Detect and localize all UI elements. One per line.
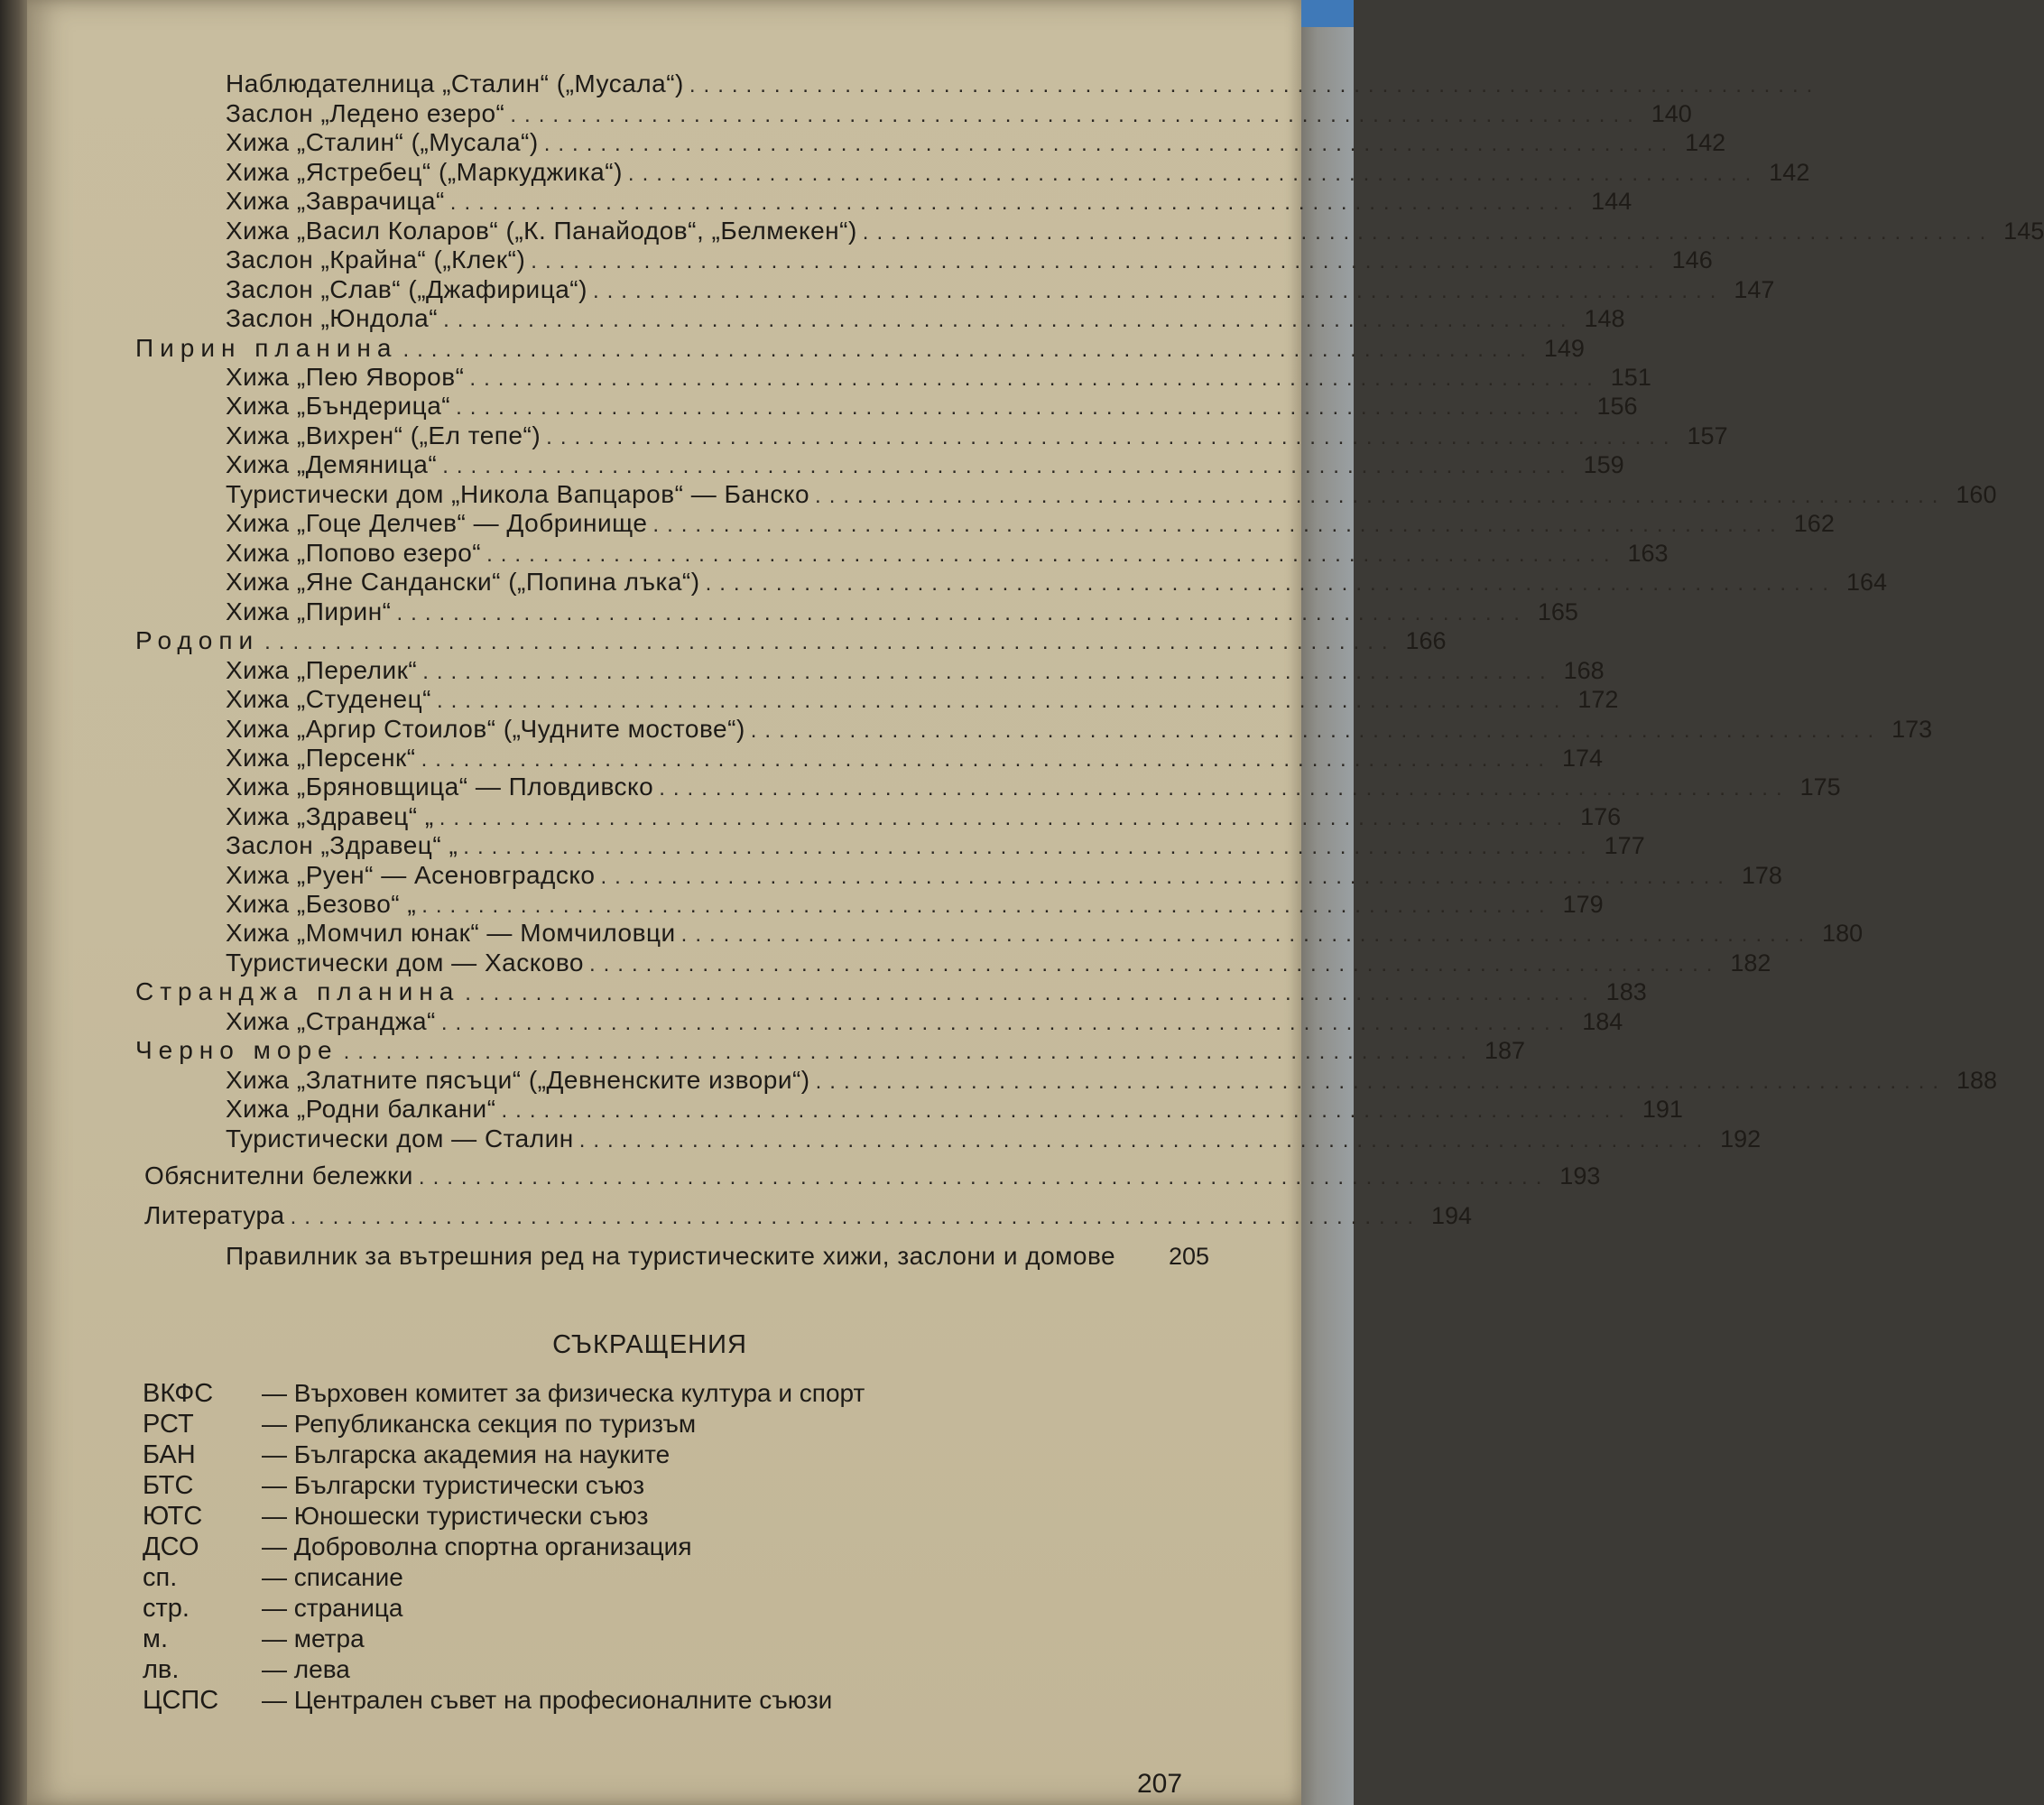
toc-page-number: 157 bbox=[1687, 422, 1728, 449]
toc-page-number: 168 bbox=[1563, 657, 1605, 684]
toc-page-number: 182 bbox=[1730, 949, 1771, 977]
toc-entry-label: Хижа „Странджа“ bbox=[226, 1007, 436, 1035]
toc-leader-dots: ................................................................................ bbox=[680, 922, 1813, 947]
toc-entry-row bbox=[226, 509, 1835, 540]
abbreviation-code: сп. bbox=[143, 1563, 178, 1592]
abbreviation-row bbox=[143, 1563, 403, 1594]
toc-entry-label: Хижа „Студенец“ bbox=[226, 685, 431, 713]
abbreviation-code: РСТ bbox=[143, 1410, 194, 1439]
toc-entry-label: Родопи bbox=[135, 626, 260, 654]
toc-page-number: 164 bbox=[1845, 569, 1888, 596]
toc-entry-row bbox=[226, 656, 1605, 687]
toc-entry-label: Хижа „Аргир Стоилов“ („Чудните мостове“) bbox=[226, 715, 745, 743]
toc-entry-label: Хижа „Демяница“ bbox=[226, 450, 438, 478]
abbreviation-code: ВКФС bbox=[143, 1379, 214, 1408]
toc-leader-dots: ................................................................................ bbox=[290, 1205, 1422, 1229]
toc-entry-row bbox=[226, 480, 1997, 511]
toc-page-number: 187 bbox=[1484, 1037, 1526, 1064]
toc-leader-dots: ................................................................................ bbox=[659, 776, 1790, 801]
toc-leader-dots: ................................................................................ bbox=[531, 249, 1662, 273]
toc-leader-dots: ................................................................................ bbox=[440, 1011, 1573, 1035]
abbreviation-meaning: — Републиканска секция по туризъм bbox=[262, 1410, 697, 1438]
abbreviation-meaning: — лева bbox=[262, 1655, 350, 1683]
toc-entry-label: Странджа планина bbox=[135, 977, 460, 1005]
abbreviation-row bbox=[143, 1440, 670, 1471]
toc-entry-label: Хижа „Безово“ „ bbox=[226, 890, 417, 918]
toc-leader-dots: ................................................................................ bbox=[546, 425, 1678, 449]
toc-entry-label: Обяснителни бележки bbox=[144, 1162, 413, 1189]
toc-entry-row bbox=[226, 363, 1651, 393]
toc-page-number: 194 bbox=[1430, 1202, 1473, 1229]
toc-entry-label: Заслон „Крайна“ („Клек“) bbox=[226, 245, 526, 273]
abbreviation-row bbox=[143, 1624, 365, 1655]
background-corner bbox=[1299, 0, 1354, 27]
abbreviation-code: лв. bbox=[143, 1655, 180, 1684]
toc-entry-label: Хижа „Златните пясъци“ („Девненските извори“) bbox=[226, 1066, 810, 1094]
toc-entry-row bbox=[144, 1162, 1601, 1192]
toc-entry-label: Хижа „Заврачица“ bbox=[226, 187, 445, 215]
toc-entry-label: Хижа „Руен“ — Асеновградско bbox=[226, 861, 596, 889]
abbreviation-row bbox=[143, 1502, 648, 1532]
toc-page-number: 174 bbox=[1561, 745, 1604, 772]
toc-entry-row bbox=[226, 919, 1864, 949]
toc-entry-row bbox=[226, 304, 1625, 335]
toc-entry-row bbox=[226, 217, 2044, 247]
toc-entry-row bbox=[226, 890, 1604, 921]
abbreviation-meaning: — списание bbox=[262, 1563, 403, 1591]
toc-entry-row bbox=[226, 597, 1578, 628]
toc-entry-row bbox=[226, 450, 1624, 481]
toc-entry-label: Хижа „Персенк“ bbox=[226, 744, 416, 772]
toc-page-number: 191 bbox=[1642, 1096, 1683, 1123]
toc-entry-row bbox=[226, 245, 1713, 276]
toc-entry-label: Хижа „Родни балкани“ bbox=[226, 1095, 496, 1123]
toc-leader-dots: ................................................................................ bbox=[421, 747, 1553, 772]
toc-entry-row bbox=[226, 773, 1841, 803]
toc-leader-dots: ................................................................................ bbox=[652, 513, 1784, 537]
toc-entry-row bbox=[226, 392, 1638, 422]
toc-page-number: 149 bbox=[1543, 335, 1585, 362]
toc-entry-row bbox=[226, 99, 1692, 130]
abbreviation-code: ЦСПС bbox=[143, 1686, 219, 1715]
toc-page-number: 147 bbox=[1734, 276, 1775, 303]
toc-leader-dots: ................................................................................ bbox=[588, 952, 1721, 977]
toc-entry-label: Хижа „Вихрен“ („Ел тепе“) bbox=[226, 421, 541, 449]
toc-page-number: 165 bbox=[1537, 598, 1578, 625]
abbreviation-meaning: — страница bbox=[262, 1594, 403, 1622]
toc-entry-row bbox=[226, 1242, 1209, 1273]
toc-page-number: 156 bbox=[1596, 393, 1638, 420]
toc-section-row bbox=[135, 334, 1585, 365]
toc-leader-dots: ................................................................................ bbox=[501, 1098, 1632, 1123]
toc-entry-label: Хижа „Ястребец“ („Маркуджика“) bbox=[226, 158, 623, 186]
toc-entry-label: Туристически дом „Никола Вапцаров“ — Банско bbox=[226, 480, 810, 508]
toc-leader-dots: ................................................................................ bbox=[578, 1128, 1711, 1152]
toc-entry-row bbox=[226, 685, 1619, 716]
toc-page-number: 175 bbox=[1799, 773, 1841, 801]
toc-entry-row bbox=[226, 158, 1810, 189]
toc-page-number: 146 bbox=[1671, 246, 1713, 273]
abbreviation-code: БТС bbox=[143, 1471, 194, 1500]
toc-leader-dots: ................................................................................ bbox=[439, 806, 1571, 830]
toc-page-number: 188 bbox=[1956, 1067, 1998, 1094]
toc-leader-dots: ................................................................................ bbox=[469, 366, 1601, 391]
toc-entry-label: Хижа „Пирин“ bbox=[226, 597, 392, 625]
abbreviation-code: БАН bbox=[143, 1440, 196, 1469]
toc-page-number: 163 bbox=[1627, 540, 1669, 567]
toc-page-number: 151 bbox=[1610, 364, 1651, 391]
toc-page-number: 160 bbox=[1956, 481, 1997, 508]
toc-page-number: 142 bbox=[1769, 159, 1810, 186]
toc-entry-row bbox=[226, 1066, 1998, 1097]
toc-leader-dots: ................................................................................ bbox=[442, 454, 1574, 478]
toc-leader-dots: ................................................................................ bbox=[463, 835, 1595, 859]
abbreviation-row bbox=[143, 1686, 832, 1717]
toc-entry-label: Черно море bbox=[135, 1036, 338, 1064]
toc-leader-dots: ................................................................................ bbox=[421, 893, 1553, 918]
toc-entry-label: Заслон „Здравец“ „ bbox=[226, 831, 458, 859]
toc-page-number: 148 bbox=[1584, 305, 1625, 332]
toc-leader-dots: ................................................................................ bbox=[264, 630, 1396, 654]
toc-entry-row bbox=[144, 1201, 1473, 1232]
toc-entry-row bbox=[226, 275, 1775, 306]
toc-entry-row bbox=[226, 187, 1632, 218]
toc-page-number: 180 bbox=[1822, 920, 1864, 947]
toc-entry-label: Литература bbox=[144, 1201, 285, 1229]
table-of-contents bbox=[27, 0, 2044, 1318]
toc-entry-row bbox=[226, 802, 1622, 833]
toc-leader-dots: ................................................................................ bbox=[456, 395, 1587, 420]
abbreviation-meaning: — Централен съвет на професионалните съюзи bbox=[262, 1686, 833, 1714]
toc-page-number: 177 bbox=[1604, 832, 1645, 859]
book-page bbox=[27, 0, 2044, 1805]
toc-entry-label: Хижа „Здравец“ „ bbox=[226, 802, 434, 830]
toc-page-number: 144 bbox=[1591, 188, 1632, 215]
toc-leader-dots: ................................................................................ bbox=[510, 103, 1642, 127]
abbreviation-meaning: — Българска академия на науките bbox=[262, 1440, 671, 1468]
toc-leader-dots: ................................................................................ bbox=[396, 601, 1528, 625]
toc-leader-dots: ................................................................................ bbox=[862, 220, 1994, 245]
toc-entry-row bbox=[226, 421, 1728, 452]
toc-page-number: 184 bbox=[1582, 1008, 1623, 1035]
toc-page-number: 172 bbox=[1577, 686, 1619, 713]
toc-page-number: 162 bbox=[1793, 510, 1835, 537]
toc-entry-label: Хижа „Перелик“ bbox=[226, 656, 418, 684]
toc-leader-dots: ................................................................................ bbox=[592, 279, 1725, 303]
toc-page-number: 176 bbox=[1580, 803, 1622, 830]
toc-entry-row bbox=[226, 1125, 1762, 1155]
toc-entry-row bbox=[226, 1095, 1683, 1125]
toc-entry-row bbox=[226, 715, 1933, 745]
toc-section-row bbox=[135, 977, 1647, 1008]
toc-entry-label: Хижа „Бъндерица“ bbox=[226, 392, 451, 420]
abbreviation-row bbox=[143, 1532, 691, 1563]
toc-leader-dots: ................................................................................ bbox=[815, 484, 1947, 508]
toc-page-number: 193 bbox=[1559, 1162, 1601, 1189]
toc-entry-label: Заслон „Ледено езеро“ bbox=[226, 99, 505, 127]
toc-leader-dots: ................................................................................ bbox=[815, 1069, 1947, 1094]
toc-leader-dots: ................................................................................ bbox=[486, 542, 1618, 567]
toc-entry-label: Хижа „Бряновщица“ — Пловдивско bbox=[226, 773, 654, 801]
toc-entry-label: Туристически дом — Сталин bbox=[226, 1125, 574, 1152]
toc-entry-label: Хижа „Момчил юнак“ — Момчиловци bbox=[226, 919, 676, 947]
toc-entry-row bbox=[226, 69, 1821, 100]
abbreviation-code: ДСО bbox=[143, 1532, 199, 1561]
toc-leader-dots: ................................................................................ bbox=[627, 162, 1760, 186]
toc-section-row bbox=[135, 1036, 1526, 1067]
abbreviation-meaning: — Върховен комитет за физическа култура и спорт bbox=[262, 1379, 865, 1407]
toc-entry-label: Заслон „Юндола“ bbox=[226, 304, 439, 332]
abbreviation-code: ЮТС bbox=[143, 1502, 203, 1531]
toc-page-number: 205 bbox=[1168, 1243, 1209, 1270]
abbreviation-row bbox=[143, 1379, 865, 1410]
toc-entry-row bbox=[226, 861, 1782, 892]
abbreviation-row bbox=[143, 1655, 350, 1686]
toc-page-number: 145 bbox=[2003, 218, 2044, 245]
toc-entry-row bbox=[226, 949, 1771, 979]
toc-page-number: 192 bbox=[1720, 1125, 1762, 1152]
toc-page-number: 142 bbox=[1685, 129, 1726, 156]
abbreviation-code: стр. bbox=[143, 1594, 190, 1623]
abbreviation-meaning: — Доброволна спортна организация bbox=[262, 1532, 692, 1560]
toc-entry-row bbox=[226, 1007, 1623, 1038]
abbreviation-row bbox=[143, 1410, 696, 1440]
abbreviations-heading: СЪКРАЩЕНИЯ bbox=[552, 1330, 747, 1359]
toc-entry-row bbox=[226, 128, 1726, 159]
book-spine-shadow bbox=[0, 0, 31, 1805]
toc-leader-dots: ................................................................................ bbox=[418, 1165, 1550, 1189]
abbreviation-row bbox=[143, 1471, 644, 1502]
toc-entry-label: Хижа „Пею Яворов“ bbox=[226, 363, 465, 391]
toc-entry-label: Хижа „Попово езеро“ bbox=[226, 539, 482, 567]
toc-entry-row bbox=[226, 568, 1888, 598]
toc-section-row bbox=[135, 626, 1447, 657]
abbreviation-meaning: — Български туристически съюз bbox=[262, 1471, 645, 1499]
toc-leader-dots: ................................................................................ bbox=[600, 865, 1732, 889]
toc-leader-dots: ................................................................................ bbox=[465, 981, 1596, 1005]
toc-entry-label: Пирин планина bbox=[135, 334, 398, 362]
abbreviation-code: м. bbox=[143, 1624, 168, 1653]
toc-page-number: 140 bbox=[1651, 100, 1692, 127]
toc-entry-label: Правилник за вътрешния ред на туристическите хижи, заслони и домове bbox=[226, 1242, 1116, 1270]
toc-leader-dots: ................................................................................ bbox=[750, 718, 1882, 743]
toc-page-number: 173 bbox=[1891, 716, 1933, 743]
toc-page-number: 178 bbox=[1741, 862, 1782, 889]
toc-entry-row bbox=[226, 744, 1604, 774]
toc-entry-row bbox=[226, 539, 1669, 569]
toc-leader-dots: ................................................................................ bbox=[422, 660, 1554, 684]
toc-page-number: 183 bbox=[1605, 978, 1647, 1005]
toc-entry-label: Хижа „Гоце Делчев“ — Добринище bbox=[226, 509, 648, 537]
toc-leader-dots: ................................................................................ bbox=[689, 73, 1821, 97]
toc-entry-row bbox=[226, 831, 1645, 862]
toc-entry-label: Туристически дом — Хасково bbox=[226, 949, 584, 977]
abbreviation-meaning: — Юношески туристически съюз bbox=[262, 1502, 649, 1530]
toc-leader-dots: ................................................................................ bbox=[543, 132, 1676, 156]
toc-entry-label: Хижа „Яне Сандански“ („Попина лъка“) bbox=[226, 568, 700, 596]
toc-entry-label: Хижа „Сталин“ („Мусала“) bbox=[226, 128, 539, 156]
toc-page-number: 159 bbox=[1583, 451, 1624, 478]
toc-leader-dots: ................................................................................ bbox=[343, 1040, 1475, 1064]
toc-leader-dots: ................................................................................ bbox=[436, 689, 1568, 713]
toc-leader-dots: ................................................................................ bbox=[443, 308, 1575, 332]
abbreviation-row bbox=[143, 1594, 402, 1624]
toc-page-number: 166 bbox=[1405, 627, 1447, 654]
toc-leader-dots: ................................................................................ bbox=[449, 190, 1582, 215]
toc-entry-label: Наблюдателница „Сталин“ („Мусала“) bbox=[226, 69, 684, 97]
toc-leader-dots: ................................................................................ bbox=[705, 571, 1837, 596]
toc-page-number: 179 bbox=[1562, 891, 1604, 918]
page-number: 207 bbox=[1137, 1769, 1183, 1799]
toc-leader-dots: ................................................................................ bbox=[402, 338, 1534, 362]
toc-entry-label: Хижа „Васил Коларов“ („К. Панайодов“, „Белмекен“) bbox=[226, 217, 857, 245]
abbreviation-meaning: — метра bbox=[262, 1624, 365, 1652]
toc-entry-label: Заслон „Слав“ („Джафирица“) bbox=[226, 275, 587, 303]
